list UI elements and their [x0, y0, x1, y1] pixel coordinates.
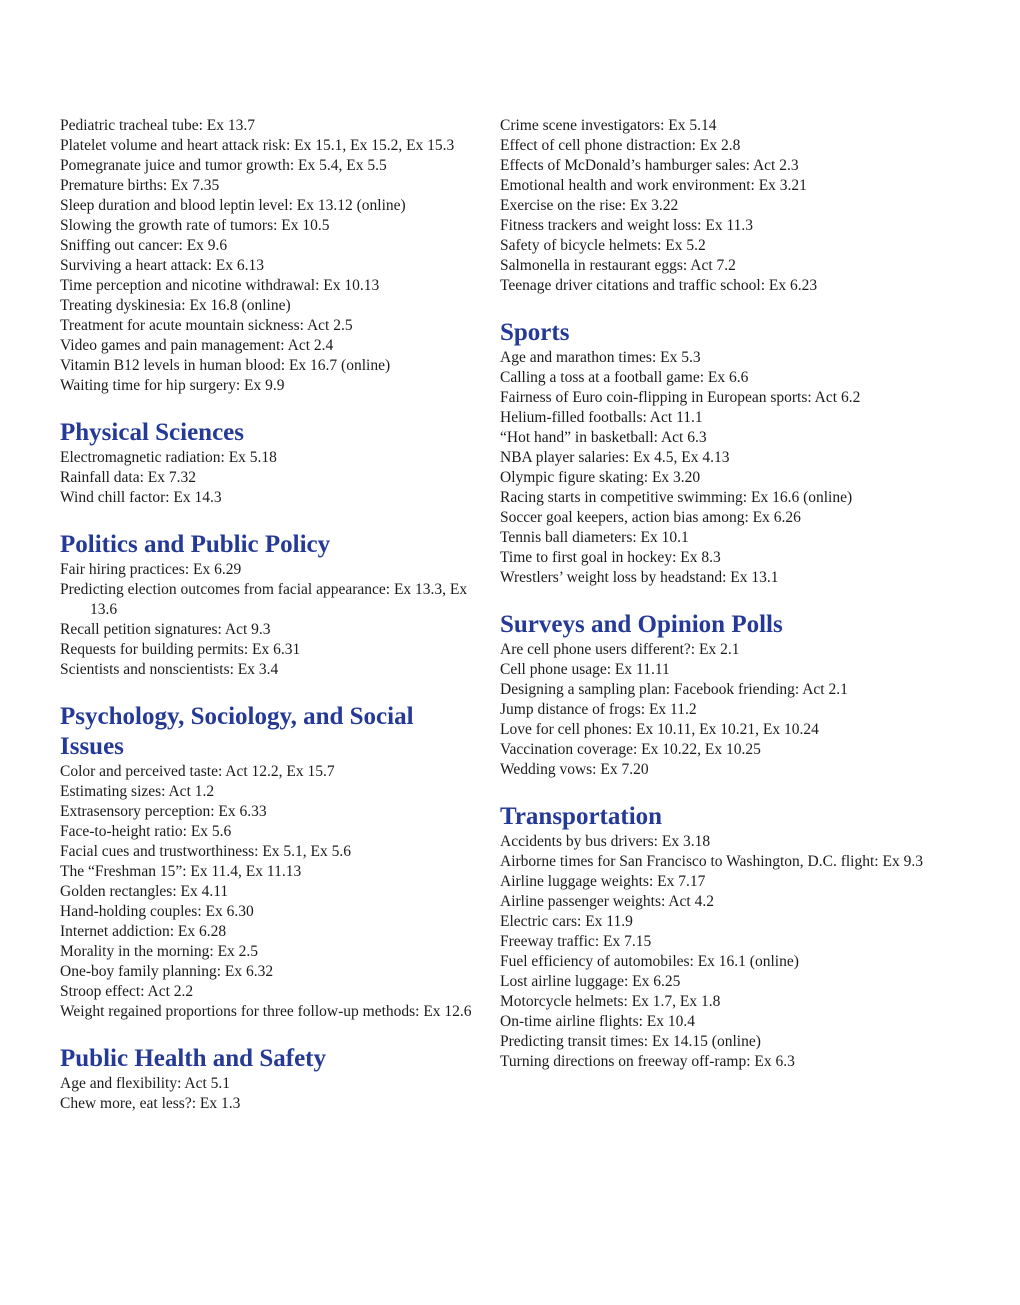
index-entry: Sleep duration and blood leptin level: Ex 13.12 (online): [60, 197, 406, 214]
index-entry: On-time airline flights: Ex 10.4: [500, 1013, 696, 1030]
index-entry: Vaccination coverage: Ex 10.22, Ex 10.25: [500, 741, 761, 758]
index-entry: NBA player salaries: Ex 4.5, Ex 4.13: [500, 449, 730, 466]
index-entry: Freeway traffic: Ex 7.15: [500, 933, 652, 950]
index-entry: Hand-holding couples: Ex 6.30: [60, 903, 254, 920]
index-entry: Exercise on the rise: Ex 3.22: [500, 197, 679, 214]
index-entry: Racing starts in competitive swimming: Ex 16.6 (online): [500, 489, 853, 506]
index-entry: Airborne times for San Francisco to Washington, D.C. flight: Ex 9.3: [500, 853, 923, 870]
index-section-physical-sciences: [60, 418, 480, 508]
index-entry: The “Freshman 15”: Ex 11.4, Ex 11.13: [60, 863, 302, 880]
index-entry: Predicting transit times: Ex 14.15 (online): [500, 1033, 761, 1050]
index-entry: Tennis ball diameters: Ex 10.1: [500, 529, 689, 546]
section-heading: Psychology, Sociology, and Social Issues: [60, 703, 414, 760]
index-entry: Time to first goal in hockey: Ex 8.3: [500, 549, 721, 566]
index-entry: Teenage driver citations and traffic school: Ex 6.23: [500, 277, 818, 294]
index-section-continued: [60, 116, 480, 396]
index-entry: Cell phone usage: Ex 11.11: [500, 661, 670, 678]
index-entry: “Hot hand” in basketball: Act 6.3: [500, 429, 707, 446]
index-entry: Wind chill factor: Ex 14.3: [60, 489, 222, 506]
index-entry: Electromagnetic radiation: Ex 5.18: [60, 449, 277, 466]
index-entry: Premature births: Ex 7.35: [60, 177, 220, 194]
index-entry: Fitness trackers and weight loss: Ex 11.3: [500, 217, 753, 234]
index-entry: Video games and pain management: Act 2.4: [60, 337, 334, 354]
index-entry: Fair hiring practices: Ex 6.29: [60, 561, 242, 578]
index-entry: Internet addiction: Ex 6.28: [60, 923, 227, 940]
index-entry: Are cell phone users different?: Ex 2.1: [500, 641, 740, 658]
index-entry: Fairness of Euro coin-flipping in European sports: Act 6.2: [500, 389, 861, 406]
index-entry: Sniffing out cancer: Ex 9.6: [60, 237, 228, 254]
index-entry: Age and flexibility: Act 5.1: [60, 1075, 231, 1092]
index-entry: Rainfall data: Ex 7.32: [60, 469, 197, 486]
index-entry: Turning directions on freeway off-ramp: Ex 6.3: [500, 1053, 795, 1070]
index-section-continued: [500, 116, 940, 296]
index-entry: Fuel efficiency of automobiles: Ex 16.1 (online): [500, 953, 799, 970]
index-entry: Time perception and nicotine withdrawal: Ex 10.13: [60, 277, 380, 294]
index-entry: Vitamin B12 levels in human blood: Ex 16.7 (online): [60, 357, 391, 374]
index-entry: Soccer goal keepers, action bias among: Ex 6.26: [500, 509, 801, 526]
index-section-sports: [500, 318, 940, 588]
index-entry: Requests for building permits: Ex 6.31: [60, 641, 301, 658]
section-heading: Politics and Public Policy: [60, 531, 331, 558]
index-entry: Olympic figure skating: Ex 3.20: [500, 469, 701, 486]
index-entry: Age and marathon times: Ex 5.3: [500, 349, 701, 366]
index-entry: Facial cues and trustworthiness: Ex 5.1, Ex 5.6: [60, 843, 352, 860]
index-entry: Helium-filled footballs: Act 11.1: [500, 409, 703, 426]
index-entry: Stroop effect: Act 2.2: [60, 983, 194, 1000]
index-entry: Effects of McDonald’s hamburger sales: Act 2.3: [500, 157, 799, 174]
index-entry: Calling a toss at a football game: Ex 6.6: [500, 369, 749, 386]
left-column: [60, 116, 480, 1114]
index-entry: Safety of bicycle helmets: Ex 5.2: [500, 237, 706, 254]
index-entry: Estimating sizes: Act 1.2: [60, 783, 215, 800]
index-entry: Morality in the morning: Ex 2.5: [60, 943, 259, 960]
section-heading: Public Health and Safety: [60, 1045, 326, 1072]
index-section-surveys-and-opinion-polls: [500, 610, 940, 780]
index-entry: Pediatric tracheal tube: Ex 13.7: [60, 117, 255, 134]
index-entry: Predicting election outcomes from facial appearance: Ex 13.3, Ex 13.6: [60, 581, 468, 618]
index-entry: Treating dyskinesia: Ex 16.8 (online): [60, 297, 291, 314]
section-heading: Surveys and Opinion Polls: [500, 611, 783, 638]
index-entry: Airline luggage weights: Ex 7.17: [500, 873, 706, 890]
index-entry: Pomegranate juice and tumor growth: Ex 5.4, Ex 5.5: [60, 157, 387, 174]
index-entry: Color and perceived taste: Act 12.2, Ex 15.7: [60, 763, 335, 780]
index-entry: Motorcycle helmets: Ex 1.7, Ex 1.8: [500, 993, 721, 1010]
index-entry: Face-to-height ratio: Ex 5.6: [60, 823, 232, 840]
index-section-public-health-and-safety: [60, 1044, 480, 1114]
index-section-politics-and-public-policy: [60, 530, 480, 680]
right-column: [500, 116, 940, 1072]
index-entry: Jump distance of frogs: Ex 11.2: [500, 701, 697, 718]
index-entry: Airline passenger weights: Act 4.2: [500, 893, 714, 910]
section-heading: Transportation: [500, 803, 663, 830]
index-entry: Weight regained proportions for three follow-up methods: Ex 12.6: [60, 1003, 472, 1020]
index-entry: Slowing the growth rate of tumors: Ex 10.5: [60, 217, 330, 234]
index-entry: Crime scene investigators: Ex 5.14: [500, 117, 717, 134]
index-entry: Electric cars: Ex 11.9: [500, 913, 633, 930]
index-entry: Wrestlers’ weight loss by headstand: Ex 13.1: [500, 569, 779, 586]
index-entry: Emotional health and work environment: Ex 3.21: [500, 177, 807, 194]
index-entry: Golden rectangles: Ex 4.11: [60, 883, 229, 900]
index-entry: Love for cell phones: Ex 10.11, Ex 10.21, Ex 10.24: [500, 721, 819, 738]
index-entry: One-boy family planning: Ex 6.32: [60, 963, 274, 980]
index-entry: Lost airline luggage: Ex 6.25: [500, 973, 681, 990]
index-entry: Salmonella in restaurant eggs: Act 7.2: [500, 257, 736, 274]
index-entry: Accidents by bus drivers: Ex 3.18: [500, 833, 711, 850]
index-section-transportation: [500, 802, 940, 1072]
index-entry: Chew more, eat less?: Ex 1.3: [60, 1095, 241, 1112]
section-heading: Sports: [500, 319, 570, 346]
index-entry: Surviving a heart attack: Ex 6.13: [60, 257, 265, 274]
index-section-psychology-sociology-and-social-issues: [60, 702, 480, 1022]
section-heading: Physical Sciences: [60, 419, 245, 446]
index-entry: Extrasensory perception: Ex 6.33: [60, 803, 267, 820]
index-entry: Designing a sampling plan: Facebook friending: Act 2.1: [500, 681, 848, 698]
index-entry: Platelet volume and heart attack risk: Ex 15.1, Ex 15.2, Ex 15.3: [60, 137, 455, 154]
index-entry: Waiting time for hip surgery: Ex 9.9: [60, 377, 285, 394]
index-entry: Treatment for acute mountain sickness: Act 2.5: [60, 317, 353, 334]
index-entry: Wedding vows: Ex 7.20: [500, 761, 649, 778]
index-entry: Effect of cell phone distraction: Ex 2.8: [500, 137, 741, 154]
index-entry: Scientists and nonscientists: Ex 3.4: [60, 661, 279, 678]
index-entry: Recall petition signatures: Act 9.3: [60, 621, 271, 638]
